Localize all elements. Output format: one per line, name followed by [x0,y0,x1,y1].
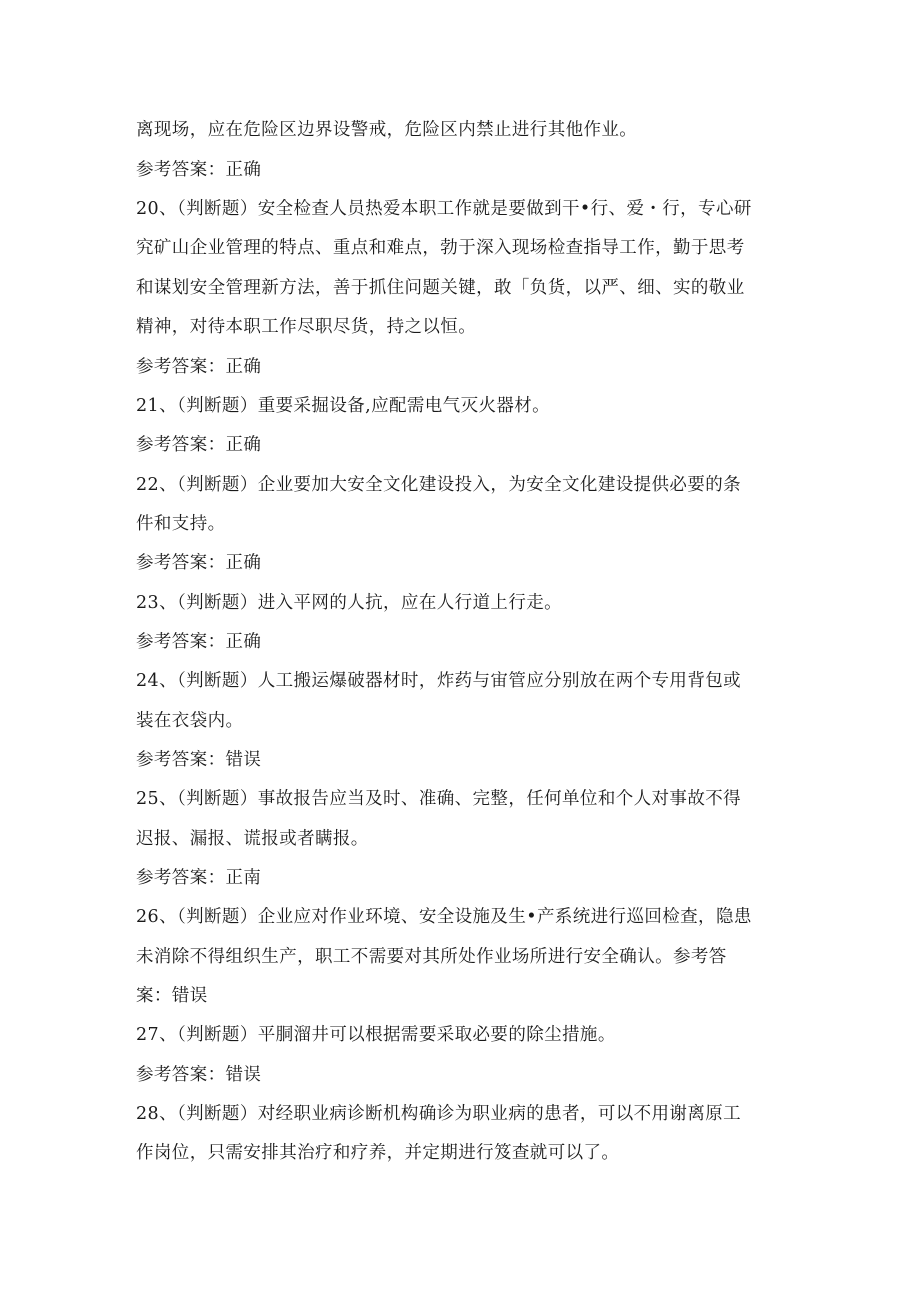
answer-line: 参考答案：错误 [136,750,262,770]
question-line: 22、（判断题）企业要加大安全文化建设投入，为安全文化建设提供必要的条 [136,475,742,495]
answer-line: 参考答案：正确 [136,632,262,652]
text-line: 精神，对待本职工作尽职尽货，持之以恒。 [136,317,477,337]
answer-line: 参考答案：正确 [136,357,262,377]
question-line: 28、（判断题）对经职业病诊断机构确诊为职业病的患者，可以不用谢离原工 [136,1104,742,1124]
answer-line: 参考答案：正确 [136,435,262,455]
question-line: 20、（判断题）安全检查人员热爱本职工作就是要做到干•行、爱・行，专心研 [136,199,752,219]
answer-line: 参考答案：正确 [136,553,262,573]
text-line: 和谋划安全管理新方法，善于抓住问题关键，敢「负货，以严、细、实的敬业 [136,278,745,298]
text-line: 迟报、漏报、谎报或者瞒报。 [136,829,369,849]
text-line: 究矿山企业管理的特点、重点和难点，勃于深入现场检查指导工作，勤于思考 [136,238,745,258]
question-line: 23、（判断题）进入平网的人抗，应在人行道上行走。 [136,593,563,613]
answer-line: 参考答案：正确 [136,160,262,180]
answer-line: 案：错误 [136,986,208,1006]
question-line: 27、（判断题）平胴溜井可以根据需要采取必要的除尘措施。 [136,1025,616,1045]
text-line: 未消除不得组织生产，职工不需要对其所处作业场所进行安全确认。参考答 [136,947,727,967]
question-line: 26、（判断题）企业应对作业环境、安全设施及生•产系统进行巡回检查，隐患 [136,907,752,927]
text-line: 件和支持。 [136,514,226,534]
question-line: 21、（判断题）重要采掘设备,应配需电气灭火器材。 [136,396,551,416]
question-line: 25、（判断题）事故报告应当及时、准确、完整，任何单位和个人对事故不得 [136,789,742,809]
answer-line: 参考答案：错误 [136,1065,262,1085]
answer-line: 参考答案：正南 [136,868,262,888]
text-line: 装在衣袋内。 [136,711,244,731]
text-line: 离现场，应在危险区边界设警戒，危险区内禁止进行其他作业。 [136,120,638,140]
question-line: 24、（判断题）人工搬运爆破器材时，炸药与宙管应分别放在两个专用背包或 [136,671,742,691]
text-line: 作岗位，只需安排其治疗和疗养，并定期进行笈查就可以了。 [136,1143,620,1163]
